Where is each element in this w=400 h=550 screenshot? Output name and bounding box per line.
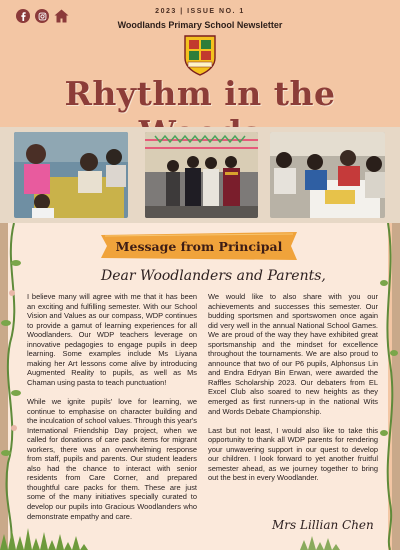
paragraph: I believe many will agree with me that it has been an exciting and fulfilling semester. With our School Vision and Values as our compass, WDP continues to provide a gamut of learning experiences for all Woodlanders. Our WDP teachers leverage on innovative pedagogies to engage pupils in deep learning. Some examples include Ms Liyana making her Art lessons come alive by introducing Augmented Reality to pupils, as well as Ms Chaman using pasta to teach punctuation! [27,292,197,387]
pupils-group-activity-photo [270,132,385,218]
paragraph: Last but not least, I would also like to take this opportunity to thank all WDP parents for rendering your unwavering support in our quest to develop our children. I look forward to yet another fruitful semester ahead, as we journey together to bring out the best in every Woodlander. [208,425,378,483]
vine-decoration-left [0,223,26,550]
school-crest-icon [183,34,217,76]
left-column [27,292,197,531]
friendship-day-costume-photo [145,132,258,218]
photo-strip [0,127,400,223]
vine-decoration-right [380,223,400,550]
paragraph: We would like to also share with you our achievements and successes this semester. Our budding sportsmen and sportswomen once again did very well in the annual National School Games. We are proud of the way they have exhibited great sportsmanship and the mindset for excellence throughout the tournaments. We are also proud to announce that two of our P6 pupils, Alphonsus Lin and Endra Edryan Bin Erwan, were awarded the Raffles Scholarship 2023. Our debaters from EL Excel Club also soared to new heights as they emerged as first runners-up in the national Wits and Words Debate Championship. [208,292,378,416]
right-column [208,292,378,492]
masthead-title: Rhythm in the [64,74,336,113]
greeting: Dear Woodlanders and Parents, [101,268,326,284]
message-banner [101,232,297,260]
classroom-activity-photo [14,132,128,218]
paragraph: While we ignite pupils' love for learning, we continue to emphasise on character building and the inculcation of school values. Through this year's International Friendship Day project, when we called for donations of care pack items for migrant workers, there was an overwhelming response from staff, pupils and parents. Our student leaders also had the chance to interact with senior residents from Care Corner, and prepared thoughtful care packs for them. These are just some of the many initiatives specially curated to develop our pupils into Gracious Woodlanders who demonstrate empathy and care. [27,397,197,521]
banner-title: Message from Principal [115,238,283,254]
school-name: Woodlands Primary School Newsletter [117,20,283,30]
issue-line: 2023 | ISSUE NO. 1 [155,8,245,15]
principal-signature: Mrs Lillian Chen [272,518,374,532]
